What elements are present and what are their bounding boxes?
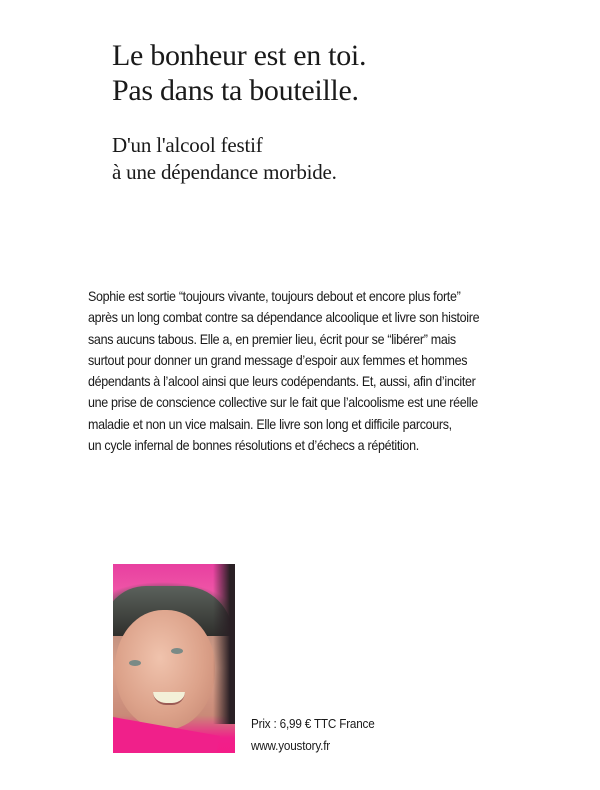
book-subtitle [112,132,337,186]
subtitle-line-2: à une dépendance morbide. [112,160,337,184]
price-label: Prix : 6,99 € TTC France [251,716,375,731]
subtitle-line-1: D'un l'alcool festif [112,133,263,157]
blurb-line: Sophie est sortie “toujours vivante, toujours debout et encore plus forte” [88,289,461,304]
blurb-line: après un long combat contre sa dépendance alcoolique et livre son histoire [88,310,480,326]
photo-face-shape [115,610,215,730]
photo-shadow [213,564,235,724]
blurb-line: surtout pour donner un grand message d’espoir aux femmes et hommes [88,352,468,368]
title-line-2: Pas dans ta bouteille. [112,74,359,107]
blurb-line: sans aucuns tabous. Elle a, en premier lieu, écrit pour se “libérer” mais [88,331,456,347]
photo-eye-left [129,660,141,666]
website-link[interactable]: www.youstory.fr [251,738,331,753]
blurb-line: un cycle infernal de bonnes résolutions et d’échecs a répétition. [88,438,419,454]
title-line-1: Le bonheur est en toi. [112,39,367,72]
blurb-line: une prise de conscience collective sur le fait que l’alcoolisme est une réelle [88,395,478,411]
photo-eye-right [171,648,183,654]
book-title [112,38,366,108]
blurb-paragraph [88,286,539,456]
author-photo [113,564,235,753]
blurb-line: maladie et non un vice malsain. Elle livre son long et difficile parcours, [88,416,452,432]
blurb-line: dépendants à l’alcool ainsi que leurs codépendants. Et, aussi, afin d’inciter [88,374,476,390]
footer-info [251,713,375,757]
